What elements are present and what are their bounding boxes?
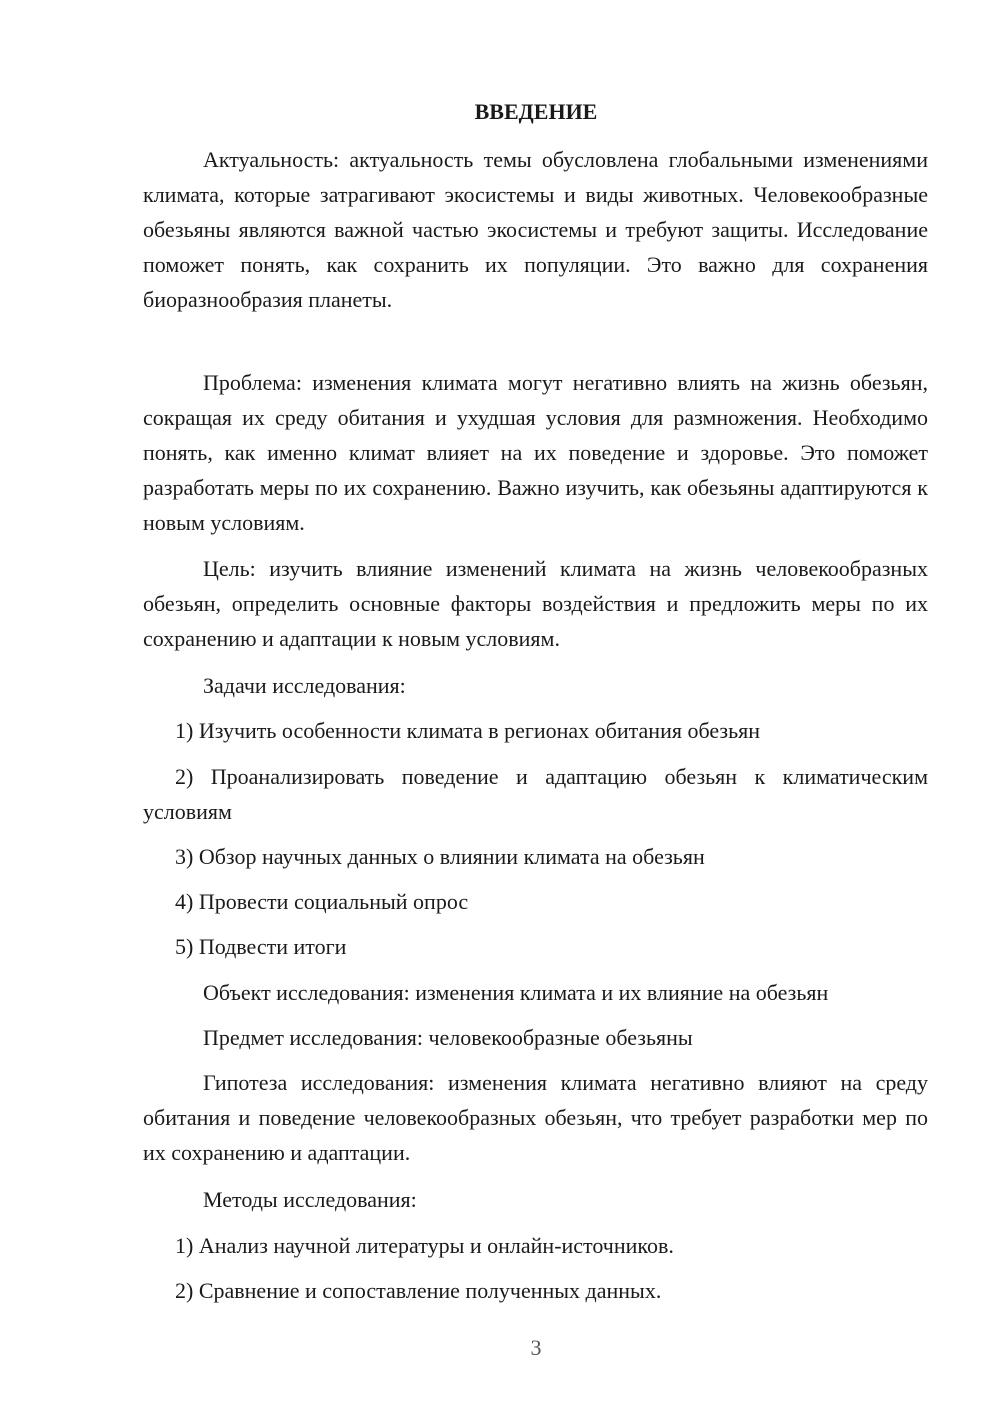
paragraph-relevance: Актуальность: актуальность темы обусловлена глобальными изменениями климата, которые затрагивают экосистемы и виды животных. Человекообразные обезьяны являются важной частью экосистемы и требуют защиты. Исследование поможет понять, как сохранить их популяции. Это важно для сохранения биоразнообразия планеты. bbox=[143, 147, 928, 312]
task-item: 3) Обзор научных данных о влиянии климата на обезьян bbox=[175, 844, 705, 869]
page-number: 3 bbox=[530, 1335, 542, 1360]
task-item: 4) Провести социальный опрос bbox=[175, 889, 469, 914]
research-subject: Предмет исследования: человекообразные обезьяны bbox=[203, 1025, 693, 1050]
methods-heading: Методы исследования: bbox=[203, 1187, 417, 1212]
task-item: 5) Подвести итоги bbox=[175, 934, 347, 959]
tasks-heading: Задачи исследования: bbox=[203, 673, 406, 698]
research-object: Объект исследования: изменения климата и их влияние на обезьян bbox=[203, 980, 829, 1005]
method-item: 1) Анализ научной литературы и онлайн-источников. bbox=[175, 1233, 674, 1258]
task-item: 2) Проанализировать поведение и адаптацию обезьян к климатическим условиям bbox=[143, 764, 928, 824]
page-title: ВВЕДЕНИЕ bbox=[474, 99, 598, 124]
method-item: 2) Сравнение и сопоставление полученных данных. bbox=[175, 1278, 662, 1303]
research-hypothesis: Гипотеза исследования: изменения климата негативно влияют на среду обитания и поведение человекообразных обезьян, что требует разработки мер по их сохранению и адаптации. bbox=[143, 1070, 928, 1165]
paragraph-goal: Цель: изучить влияние изменений климата на жизнь человекообразных обезьян, определить основные факторы воздействия и предложить меры по их сохранению и адаптации к новым условиям. bbox=[143, 556, 928, 651]
paragraph-problem: Проблема: изменения климата могут негативно влиять на жизнь обезьян, сокращая их среду обитания и ухудшая условия для размножения. Необходимо понять, как именно климат влияет на их поведение и здоровье. Это поможет разработать меры по их сохранению. Важно изучить, как обезьяны адаптируются к новым условиям. bbox=[143, 370, 928, 535]
task-item: 1) Изучить особенности климата в регионах обитания обезьян bbox=[175, 718, 761, 743]
